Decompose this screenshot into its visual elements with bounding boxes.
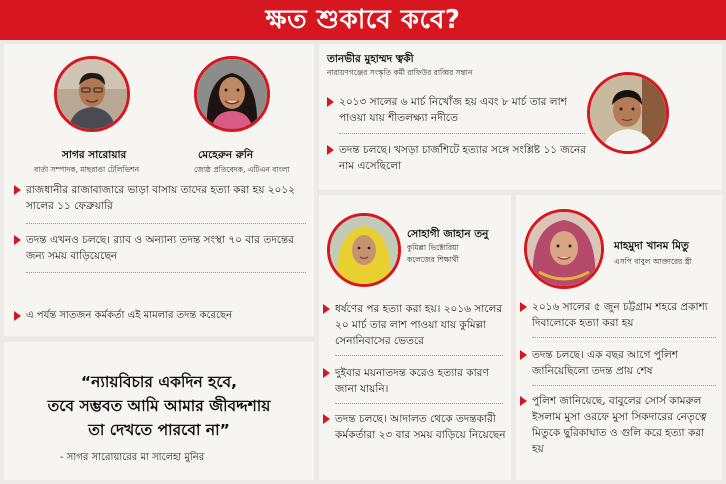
toki-bullet-1: ২০১৩ সালের ৬ মার্চ নিখোঁজ হয় এবং ৮ মার্চ তার লাশ পাওয়া যায় শীতলক্ষ্যা নদীতে <box>339 94 587 126</box>
quote-attribution: - সাগর সারোয়ারের মা সালেহা মুনির <box>60 452 205 463</box>
bullet-arrow-icon <box>14 311 21 321</box>
tonu-panel <box>319 195 511 480</box>
bullet-arrow-icon <box>14 235 21 245</box>
tonu-photo <box>327 213 401 287</box>
mitu-role: এসপি বাবুল আক্তারের স্ত্রী <box>614 257 692 266</box>
tonu-role-1: কুমিল্লা ভিক্টোরিয়া <box>407 243 459 252</box>
mitu-bullet-2: তদন্ত চলছে। এক বছর আগে পুলিশ জানিয়েছিলো তদন্ত প্রায় শেষ <box>532 347 718 379</box>
sagar-runi-bullet-3: এ পর্যন্ত সাতজন কর্মকর্তা এই মামলার তদন্ত করেছেন <box>26 308 311 324</box>
mitu-panel <box>516 195 722 480</box>
toki-bullet-2: তদন্ত চলছে। খসড়া চার্জশিটে হত্যার সঙ্গে সংশ্লিষ্ট ১১ জনের নাম এসেছিলো <box>339 142 587 174</box>
bullet-arrow-icon <box>520 396 527 406</box>
tonu-bullet-1: ধর্ষণের পর হত্যা করা হয়। ২০১৬ সালের ২০ মার্চ তার লাশ পাওয়া যায় কুমিল্লা সেনানিবাসের ভেতরে <box>335 301 507 349</box>
sagar-name: সাগর সারোয়ার <box>62 149 127 161</box>
divider <box>532 337 716 338</box>
bullet-arrow-icon <box>520 350 527 360</box>
divider <box>335 355 503 356</box>
tonu-bullet-3: তদন্ত চলছে। আদালত থেকে তদন্তকারী কর্মকর্তারা ২৩ বার সময় বাড়িয়ে নিয়েছেন <box>335 411 507 443</box>
divider <box>335 403 503 404</box>
mitu-bullet-1: ২০১৬ সালের ৫ জুন চট্টগ্রাম শহরে প্রকাশ্য দিবালোকে হত্যা করা হয় <box>532 299 718 331</box>
mitu-photo <box>524 209 604 289</box>
tonu-bullet-2: দুইবার ময়নাতদন্ত করেও হত্যার কারণ জানা যায়নি। <box>335 365 507 397</box>
divider <box>339 133 585 134</box>
bullet-arrow-icon <box>323 304 330 314</box>
quote-line-3: তা দেখতে পারবো না” <box>88 421 230 439</box>
runi-photo <box>194 56 270 132</box>
toki-panel <box>319 44 722 190</box>
bullet-arrow-icon <box>327 97 334 107</box>
sagar-runi-panel <box>4 44 314 336</box>
runi-name: মেহেরুন রুনি <box>198 149 254 161</box>
toki-photo <box>587 72 669 154</box>
sagar-photo <box>54 56 130 132</box>
sagar-role: বার্তা সম্পাদক, মাছরাঙা টেলিভিশন <box>34 165 140 174</box>
bullet-arrow-icon <box>520 302 527 312</box>
bullet-arrow-icon <box>323 414 330 424</box>
runi-role: জ্যেষ্ঠ প্রতিবেদক, এটিএন বাংলা <box>194 165 290 174</box>
divider <box>532 385 716 386</box>
bullet-arrow-icon <box>14 185 21 195</box>
sagar-runi-bullet-2: তদন্ত এখনও চলছে। র‍্যাব ও অন্যান্য তদন্ত সংস্থা ৭০ বার তদন্তের জন্য সময় বাড়িয়েছেন <box>26 232 306 264</box>
toki-name: তানভীর মুহাম্মদ ত্বকী <box>327 53 414 65</box>
divider <box>26 272 306 273</box>
bullet-arrow-icon <box>327 145 334 155</box>
tonu-role-2: কলেজের শিক্ষার্থী <box>407 255 459 264</box>
sagar-runi-bullet-1: রাজধানীর রাজাবাজারে ভাড়া বাসায় তাদের হত্যা করা হয় ২০১২ সালের ১১ ফেব্রুয়ারি <box>26 182 306 214</box>
divider <box>26 223 306 224</box>
mitu-bullet-3: পুলিশ জানিয়েছে, বাবুলের সোর্স কামরুল ইসলাম মুসা ওরফে মুসা সিকদারের নেতৃত্বে মিতুকে ছুরিকাঘাত ও গুলি করে হত্যা করা হয় <box>532 393 718 457</box>
mitu-name: মাহমুদা খানম মিতু <box>614 240 689 252</box>
bullet-arrow-icon <box>323 368 330 378</box>
toki-role: নারায়ণগঞ্জের সংস্কৃতি কর্মী রাফিউর রাব্বির সন্তান <box>327 68 473 77</box>
quote-panel <box>4 342 314 480</box>
page-title: ক্ষত শুকাবে কবে? <box>0 0 726 40</box>
quote-line-2: তবে সম্ভবত আমি আমার জীবদ্দশায় <box>47 397 271 415</box>
quote-line-1: “ন্যায়বিচার একদিন হবে, <box>80 373 238 391</box>
tonu-name: সোহাগী জাহান তনু <box>407 228 489 240</box>
